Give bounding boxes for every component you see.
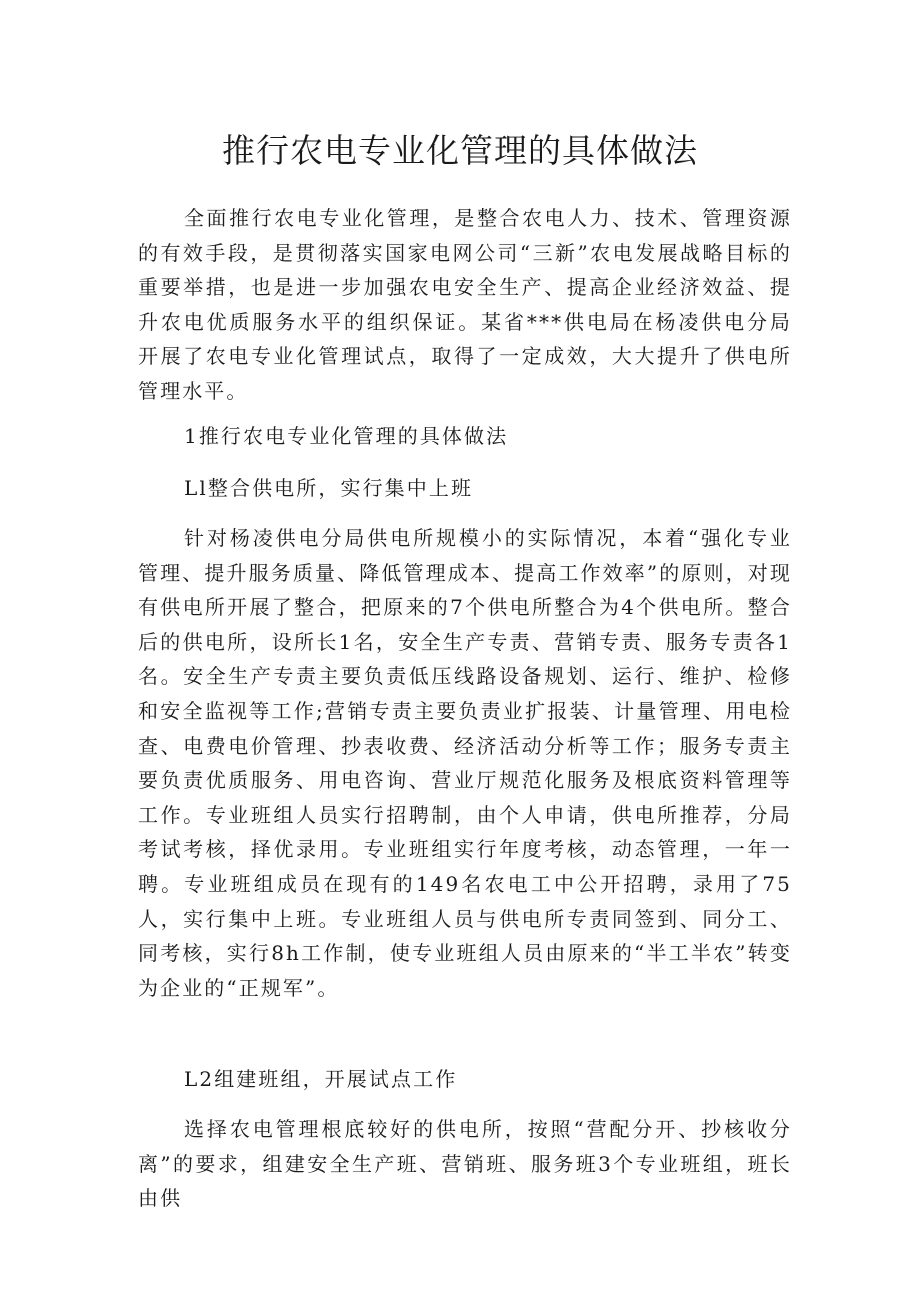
subsection-heading: L2组建班组，开展试点工作 [184,1067,458,1091]
body-paragraph: 针对杨凌供电分局供电所规模小的实际情况，本着“强化专业管理、提升服务质量、降低管理成本、提高工作效率”的原则，对现有供电所开展了整合，把原来的7个供电所整合为4个供电所。整合后的供电所，设所长1名，安全生产专责、营销专责、服务专责各1名。安全生产专责主要负责低压线路设备规划、运行、维护、检修和安全监视等工作;营销专责主要负责业扩报装、计量管理、用电检查、电费电价管理、抄表收费、经济活动分析等工作；服务专责主要负责优质服务、用电咨询、营业厅规范化服务及根底资料管理等工作。专业班组人员实行招聘制，由个人申请，供电所推荐，分局考试考核，择优录用。专业班组实行年度考核，动态管理，一年一聘。专业班组成员在现有的149名农电工中公开招聘，录用了75人，实行集中上班。专业班组人员与供电所专责同签到、同分工、同考核，实行8h工作制，使专业班组人员由原来的“半工半农”转变为企业的“正规军”。 [138,526,792,1000]
body-paragraph: 选择农电管理根底较好的供电所，按照“营配分开、抄核收分离”的要求，组建安全生产班、营销班、服务班3个专业班组，班长由供 [138,1117,792,1211]
intro-paragraph: 全面推行农电专业化管理，是整合农电人力、技术、管理资源的有效手段，是贯彻落实国家电网公司“三新”农电发展战略目标的重要举措，也是进一步加强农电安全生产、提高企业经济效益、提升农电优质服务水平的组织保证。某省***供电局在杨凌供电分局开展了农电专业化管理试点，取得了一定成效，大大提升了供电所管理水平。 [138,206,792,403]
subsection-heading: Ll整合供电所，实行集中上班 [184,476,474,500]
section-heading: 1推行农电专业化管理的具体做法 [184,424,509,448]
document-title: 推行农电专业化管理的具体做法 [222,131,698,170]
